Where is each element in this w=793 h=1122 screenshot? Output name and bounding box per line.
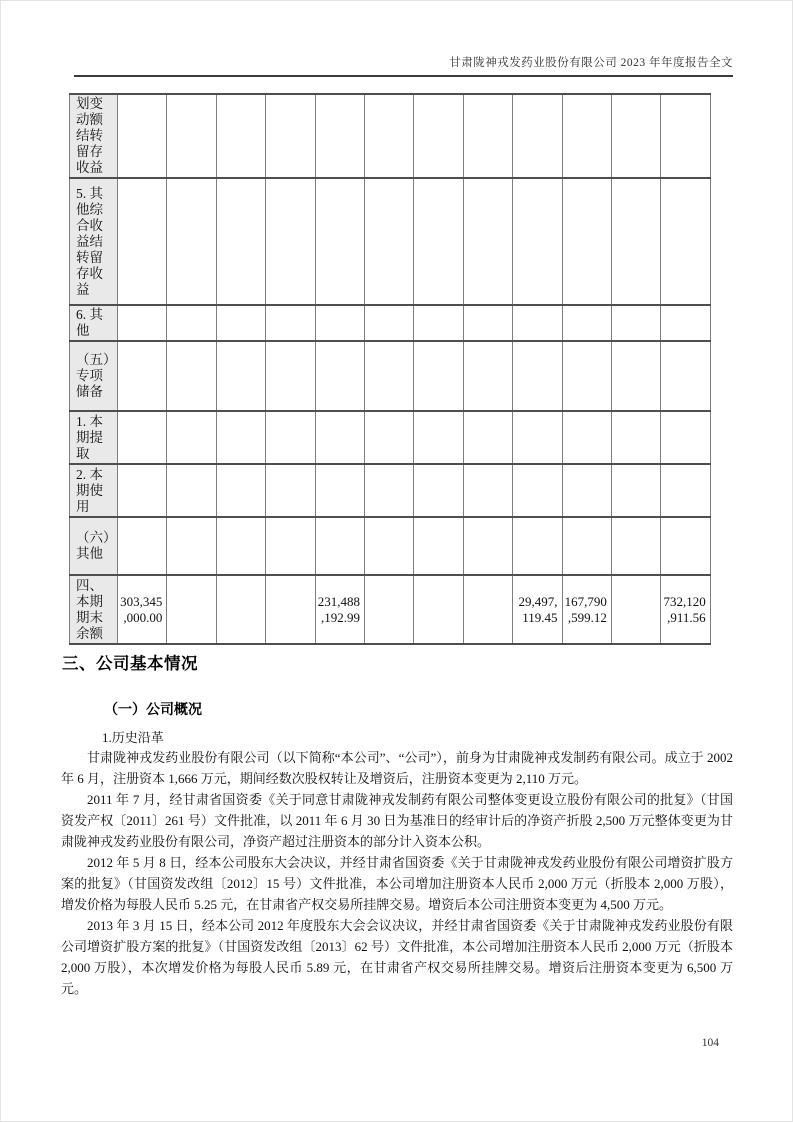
history-paragraphs	[61, 747, 733, 999]
value-cell	[118, 305, 167, 341]
paragraph: 2013 年 3 月 15 日，经本公司 2012 年度股东大会会议决议，并经甘肃省国资委《关于甘肃陇神戎发药业股份有限公司增资扩股方案的批复》（甘国资发改组〔2013〕62 号）文件批准，本公司增加注册资本人民币 2,000 万元（折股本 2,000 万股），本次增发价格为每股人民币 5.89 元，在甘肃省产权交易所挂牌交易。增资后注册资本变更为 6,500 万元。	[61, 918, 733, 996]
value-cell	[118, 517, 167, 575]
value-cell	[364, 411, 413, 464]
value-cell	[266, 94, 315, 178]
paragraph: 2011 年 7 月，经甘肃省国资委《关于同意甘肃陇神戎发制药有限公司整体变更设立股份有限公司的批复》（甘国资发产权〔2011〕261 号）文件批准，以 2011 年 6 月 30 日为基准日的经审计后的净资产折股 2,500 万元整体变更为甘肃陇神戎发药业股份有限公司，净资产超过注册资本的部分计入资本公积。	[61, 792, 733, 849]
value-cell	[216, 575, 265, 644]
row-label-cell: 1. 本期提取	[70, 411, 118, 464]
value-cell	[118, 178, 167, 305]
value-cell	[414, 178, 463, 305]
value-cell	[513, 178, 562, 305]
value-cell	[611, 341, 660, 411]
value-cell	[463, 517, 512, 575]
value-cell	[611, 464, 660, 517]
table-row	[70, 178, 711, 305]
table-row	[70, 411, 711, 464]
value-cell	[611, 305, 660, 341]
value-cell	[661, 517, 710, 575]
value-cell	[661, 464, 710, 517]
value-cell	[315, 411, 364, 464]
value-cell	[513, 464, 562, 517]
value-cell	[216, 464, 265, 517]
table-row	[70, 464, 711, 517]
value-cell: 732,120,911.56	[661, 575, 710, 644]
table-row	[70, 305, 711, 341]
value-cell	[216, 517, 265, 575]
running-header-title: 甘肃陇神戎发药业股份有限公司 2023 年年度报告全文	[449, 57, 733, 69]
value-cell	[216, 305, 265, 341]
value-cell	[266, 341, 315, 411]
value-cell	[167, 341, 216, 411]
value-cell	[118, 341, 167, 411]
value-cell	[414, 305, 463, 341]
table-row	[70, 94, 711, 178]
value-cell	[118, 94, 167, 178]
value-cell	[315, 178, 364, 305]
row-label-cell: 四、本期期末余额	[70, 575, 118, 644]
value-cell: 167,790,599.12	[562, 575, 611, 644]
row-label-cell: 6. 其他	[70, 305, 118, 341]
value-cell	[611, 575, 660, 644]
value-cell	[463, 178, 512, 305]
value-cell	[364, 341, 413, 411]
value-cell	[562, 464, 611, 517]
value-cell	[216, 341, 265, 411]
value-cell	[463, 341, 512, 411]
value-cell: 303,345,000.00	[118, 575, 167, 644]
header-rule	[74, 75, 733, 77]
value-cell	[611, 178, 660, 305]
value-cell	[414, 411, 463, 464]
value-cell	[266, 517, 315, 575]
value-cell: 231,488,192.99	[315, 575, 364, 644]
value-cell	[167, 464, 216, 517]
value-cell	[266, 305, 315, 341]
value-cell	[661, 94, 710, 178]
value-cell	[414, 94, 463, 178]
table-row	[70, 575, 711, 644]
value-cell	[167, 305, 216, 341]
page-number: 104	[701, 1037, 719, 1049]
value-cell	[463, 575, 512, 644]
value-cell	[463, 411, 512, 464]
value-cell	[266, 411, 315, 464]
value-cell	[364, 305, 413, 341]
value-cell	[611, 411, 660, 464]
row-label-cell: 2. 本期使用	[70, 464, 118, 517]
value-cell	[266, 178, 315, 305]
value-cell	[167, 94, 216, 178]
row-label-cell: （五）专项储备	[70, 341, 118, 411]
value-cell	[315, 305, 364, 341]
value-cell	[661, 178, 710, 305]
value-cell	[463, 94, 512, 178]
value-cell	[562, 411, 611, 464]
value-cell	[513, 341, 562, 411]
value-cell	[562, 305, 611, 341]
equity-change-table-wrap	[69, 93, 711, 645]
value-cell	[167, 575, 216, 644]
value-cell	[562, 178, 611, 305]
value-cell	[216, 178, 265, 305]
value-cell	[463, 464, 512, 517]
value-cell	[414, 341, 463, 411]
value-cell	[414, 575, 463, 644]
paragraph: 甘肃陇神戎发药业股份有限公司（以下简称“本公司”、“公司”），前身为甘肃陇神戎发制药有限公司。成立于 2002 年 6 月，注册资本 1,666 万元，期间经数次股权转让及增资后，注册资本变更为 2,110 万元。	[61, 750, 733, 786]
value-cell	[167, 178, 216, 305]
value-cell	[562, 94, 611, 178]
row-label-cell: 划变动额结转留存收益	[70, 94, 118, 178]
equity-table-body	[70, 94, 711, 644]
value-cell	[661, 411, 710, 464]
value-cell	[315, 464, 364, 517]
value-cell	[315, 517, 364, 575]
value-cell	[315, 94, 364, 178]
value-cell	[513, 305, 562, 341]
value-cell	[216, 94, 265, 178]
value-cell	[216, 411, 265, 464]
row-label-cell: （六）其他	[70, 517, 118, 575]
value-cell	[513, 94, 562, 178]
row-label-cell: 5. 其他综合收益结转留存收益	[70, 178, 118, 305]
value-cell	[315, 341, 364, 411]
value-cell	[167, 517, 216, 575]
value-cell	[611, 94, 660, 178]
table-row	[70, 341, 711, 411]
value-cell	[661, 341, 710, 411]
value-cell	[364, 517, 413, 575]
value-cell	[661, 305, 710, 341]
value-cell	[266, 464, 315, 517]
value-cell	[562, 341, 611, 411]
subsection-heading-company-overview: （一）公司概况	[104, 703, 202, 718]
value-cell	[118, 464, 167, 517]
value-cell	[513, 411, 562, 464]
value-cell	[364, 178, 413, 305]
value-cell	[364, 575, 413, 644]
value-cell	[118, 411, 167, 464]
value-cell: 29,497,119.45	[513, 575, 562, 644]
value-cell	[414, 517, 463, 575]
section-heading-company-basics: 三、公司基本情况	[62, 654, 198, 673]
value-cell	[513, 517, 562, 575]
subsection-heading-history: 1.历史沿革	[102, 730, 164, 745]
value-cell	[266, 575, 315, 644]
paragraph: 2012 年 5 月 8 日，经本公司股东大会决议，并经甘肃省国资委《关于甘肃陇神戎发药业股份有限公司增资扩股方案的批复》（甘国资发改组〔2012〕15 号）文件批准，本公司增加注册资本人民币 2,000 万元（折股本 2,000 万股），增发价格为每股人民币 5.25 元，在甘肃省产权交易所挂牌交易。增资后本公司注册资本变更为 4,500 万元。	[61, 855, 733, 912]
value-cell	[463, 305, 512, 341]
value-cell	[364, 464, 413, 517]
equity-table	[69, 93, 711, 645]
value-cell	[611, 517, 660, 575]
value-cell	[562, 517, 611, 575]
value-cell	[414, 464, 463, 517]
value-cell	[364, 94, 413, 178]
table-row	[70, 517, 711, 575]
value-cell	[167, 411, 216, 464]
